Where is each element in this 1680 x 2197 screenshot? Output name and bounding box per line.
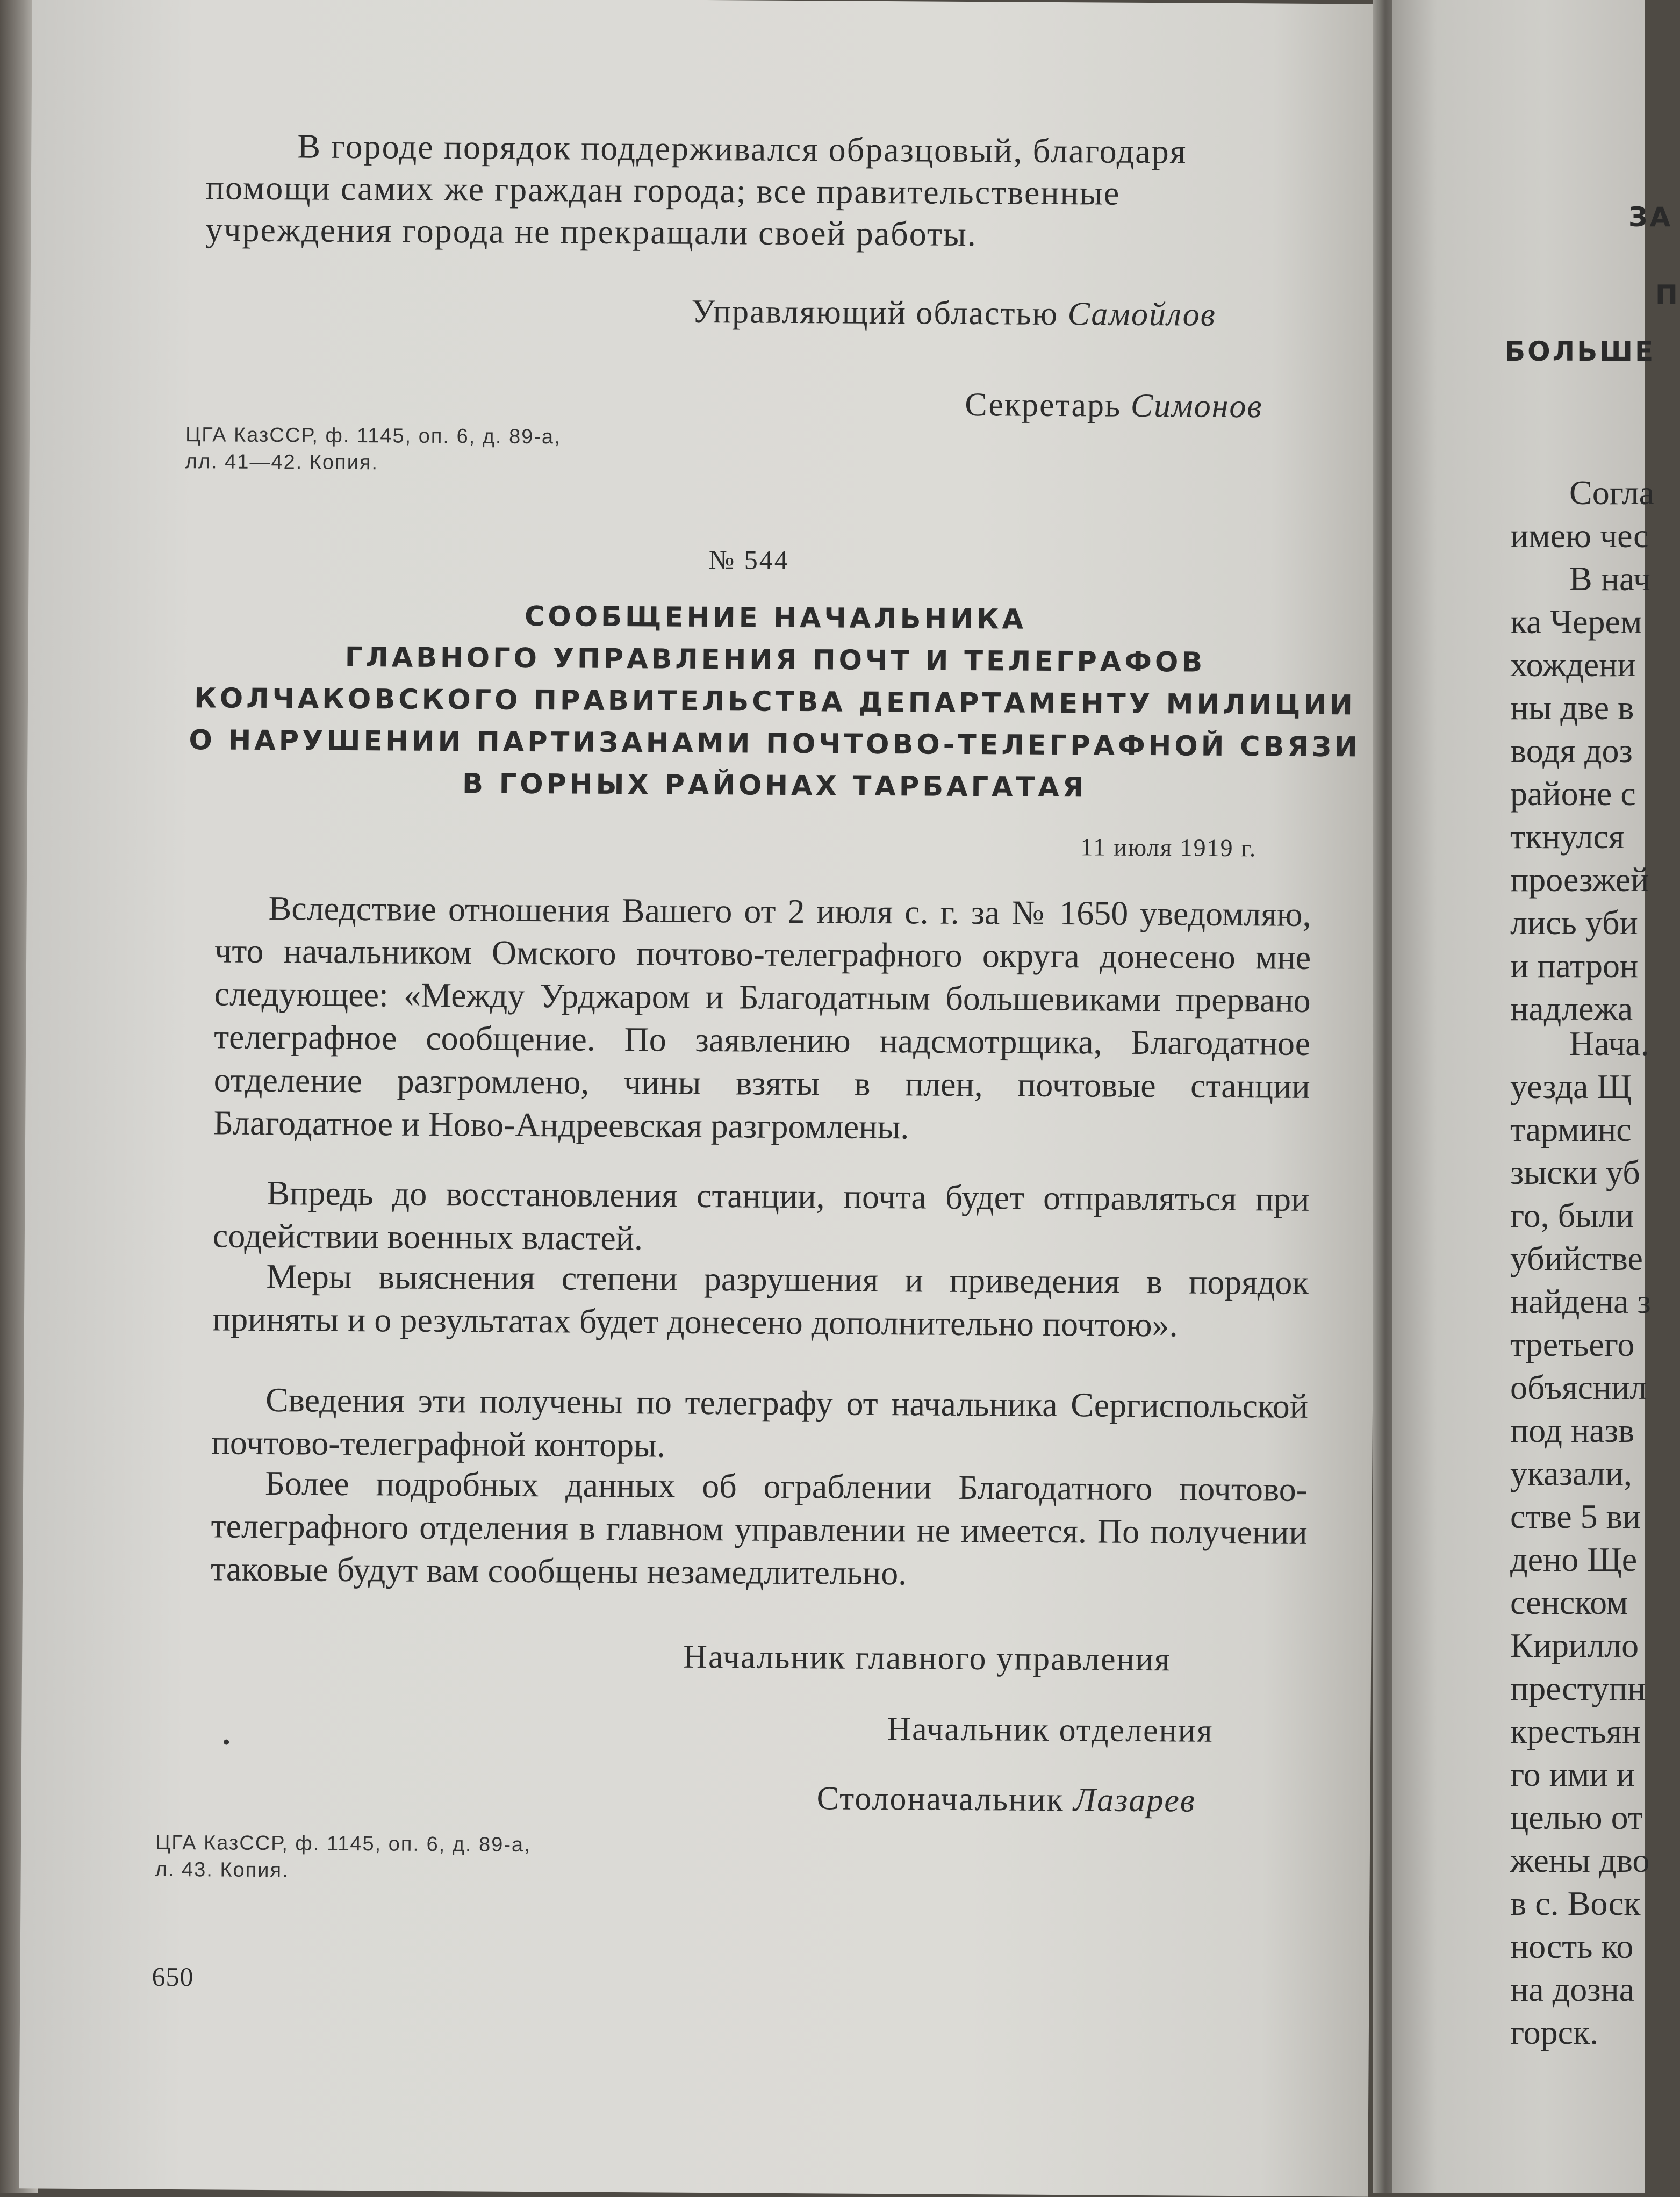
facing-page-fragment-5: имею чес: [1510, 516, 1649, 555]
heading-line-3: КОЛЧАКОВСКОГО ПРАВИТЕЛЬСТВА ДЕПАРТАМЕНТУ МИЛИЦИИ: [194, 683, 1356, 722]
facing-page-fragment-28: стве 5 ви: [1510, 1497, 1641, 1535]
heading-line-1: СООБЩЕНИЕ НАЧАЛЬНИКА: [524, 600, 1027, 636]
continuation-line-1: В городе порядок поддерживался образцовый, благодаря: [297, 127, 1187, 171]
signature-secretary: [965, 386, 1262, 426]
facing-page-fragment-8: хождени: [1510, 645, 1636, 684]
facing-page-fragment-26: под назв: [1510, 1411, 1635, 1449]
facing-page-fragment-9: ны две в: [1510, 688, 1634, 727]
archive-reference-2-line-1: ЦГА КазССР, ф. 1145, оп. 6, д. 89-а,: [155, 1831, 531, 1857]
facing-page-fragment-39: на дозна: [1510, 1970, 1635, 2008]
facing-page-fragment-21: го, были: [1510, 1196, 1634, 1234]
signature-governor-name: Самойлов: [1067, 296, 1216, 333]
signature-clerk: [816, 1779, 1196, 1820]
paragraph-2: Впредь до восстановления станции, почта будет отправляться при содействии военных властей.: [212, 1174, 1310, 1258]
facing-page-fragment-2: П: [1655, 279, 1680, 311]
page-number: 650: [152, 1961, 194, 1992]
paragraph-1: Вследствие отношения Вашего от 2 июля с. г. за № 1650 уведомляю, что начальником Омского почтово-телеграфного округа донесено мне следующее: «Между Урджаром и Благодатным большевиками прервано телеграфное сообщение. По заявлению надсмотрщика, Благодатное отделение разгромлено, чины взяты в плен, почтовые станции Благодатное и Ново-Андреевская разгромлены.: [213, 889, 1311, 1146]
facing-page-fragment-25: объяснил: [1510, 1368, 1647, 1406]
facing-page-fragment-35: целью от: [1510, 1798, 1643, 1836]
facing-page-fragment-22: убийстве: [1510, 1239, 1643, 1277]
facing-page-fragment-3: БОЛЬШЕ: [1505, 336, 1656, 367]
facing-page-fragment-40: горск.: [1510, 2013, 1599, 2051]
continuation-line-3: учреждения города не прекращали своей работы.: [205, 210, 978, 254]
heading-line-5: В ГОРНЫХ РАЙОНАХ ТАРБАГАТАЯ: [462, 768, 1087, 804]
facing-page-fragment-6: В нач: [1569, 559, 1650, 598]
facing-page-fragment-30: сенском: [1510, 1583, 1628, 1621]
facing-page-fragment-17: Нача.: [1569, 1024, 1649, 1062]
signature-head-of-department: Начальник отделения: [887, 1711, 1214, 1749]
facing-page-fragment-37: в с. Воск: [1510, 1884, 1641, 1922]
facing-page-fragment-13: проезжей: [1510, 860, 1649, 899]
facing-page-fragment-31: Кирилло: [1510, 1626, 1639, 1664]
facing-page-fragment-16: надлежа: [1510, 989, 1633, 1028]
paragraph-5: Более подробных данных об ограблении Благодатного почтово-телеграфного отделения в главном управлении не имеется. По получении таковые будут вам сообщены незамедлительно.: [210, 1464, 1308, 1592]
facing-page-fragment-24: третьего: [1510, 1325, 1635, 1363]
archive-reference-1-line-1: ЦГА КазССР, ф. 1145, оп. 6, д. 89-а,: [185, 423, 561, 449]
facing-page-fragment-33: крестьян: [1510, 1712, 1641, 1750]
book-page: [19, 0, 1381, 2197]
facing-page-fragment-12: ткнулся: [1510, 817, 1625, 856]
signature-clerk-role: Столоначальник: [816, 1780, 1064, 1819]
facing-page-fragment-32: преступн: [1510, 1669, 1646, 1707]
facing-page-fragment-20: зыски уб: [1510, 1153, 1640, 1191]
facing-page-fragment-1: ЗА: [1628, 202, 1673, 233]
facing-page-fragment: [1392, 0, 1680, 2193]
facing-page-fragment-29: дено Ще: [1510, 1540, 1638, 1578]
heading-line-4: О НАРУШЕНИИ ПАРТИЗАНАМИ ПОЧТОВО-ТЕЛЕГРАФНОЙ СВЯЗИ: [189, 724, 1361, 764]
facing-page-fragment-18: уезда Щ: [1510, 1067, 1632, 1105]
facing-page-fragment-27: указали,: [1510, 1454, 1632, 1492]
facing-page-fragment-23: найдена з: [1510, 1282, 1651, 1320]
signature-head-of-directorate: Начальник главного управления: [683, 1638, 1171, 1678]
facing-page-fragment-15: и патрон: [1510, 946, 1639, 985]
paragraph-3: Меры выяснения степени разрушения и приведения в порядок приняты и о результатах будет донесено дополнительно почтою».: [212, 1257, 1309, 1344]
signature-secretary-name: Симонов: [1130, 387, 1263, 425]
signature-governor-role: Управляющий областью: [691, 293, 1059, 333]
facing-page-fragment-36: жены дво: [1510, 1841, 1650, 1879]
facing-page-fragment-19: тарминс: [1510, 1110, 1632, 1148]
facing-page-fragment-11: районе с: [1510, 774, 1636, 813]
print-speck: [224, 1740, 229, 1745]
signature-secretary-role: Секретарь: [965, 386, 1122, 424]
facing-page-fragment-38: ность ко: [1510, 1927, 1634, 1965]
facing-page-fragment-4: Согла: [1569, 473, 1655, 512]
continuation-line-2: помощи самих же граждан города; все правительственные: [205, 168, 1121, 212]
signature-governor: [691, 293, 1216, 334]
facing-page-fragment-14: лись уби: [1510, 903, 1638, 942]
facing-page-fragment-10: водя доз: [1510, 731, 1633, 770]
document-number: № 544: [708, 544, 790, 575]
signature-clerk-name: Лазарев: [1073, 1782, 1196, 1819]
paragraph-4: Сведения эти получены по телеграфу от начальника Сергиспольской почтово-телеграфной конторы.: [211, 1381, 1309, 1464]
archive-reference-1-line-2: лл. 41—42. Копия.: [185, 450, 379, 475]
archive-reference-2: [155, 1829, 531, 1885]
facing-page-fragment-7: ка Черем: [1510, 602, 1642, 641]
heading-line-2: ГЛАВНОГО УПРАВЛЕНИЯ ПОЧТ И ТЕЛЕГРАФОВ: [344, 641, 1206, 679]
archive-reference-1: [185, 421, 561, 477]
archive-reference-2-line-2: л. 43. Копия.: [155, 1858, 289, 1882]
document-date: 11 июля 1919 г.: [1080, 833, 1257, 862]
facing-page-fragment-34: го ими и: [1510, 1755, 1635, 1793]
